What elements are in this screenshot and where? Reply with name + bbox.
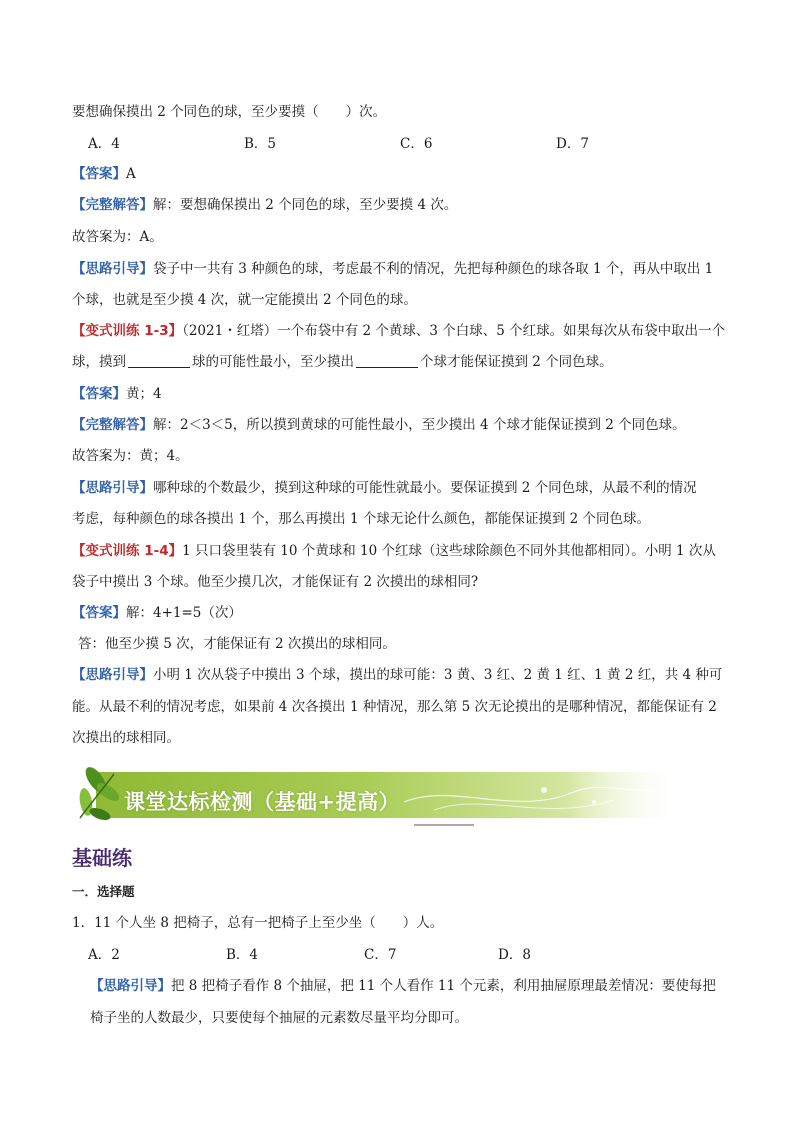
option-b: B．5 xyxy=(244,136,277,152)
option-a: A．4 xyxy=(88,136,120,152)
hint-text: 袋子中一共有 3 种颜色的球，考虑最不利的情况，先把每种颜色的球各取 1 个，再从中取出 1 xyxy=(153,261,714,277)
hint-line xyxy=(72,478,697,498)
solution-text: 解：2＜3＜5，所以摸到黄球的可能性最小，至少摸出 4 个球才能保证摸到 2 个同色球。 xyxy=(153,417,686,433)
variant-tag: 【变式训练 1-4】 xyxy=(72,543,183,559)
solution-tag: 【完整解答】 xyxy=(72,197,153,213)
hint-tag: 【思路引导】 xyxy=(72,667,153,683)
section-heading: 基础练 xyxy=(72,846,132,870)
answer-line xyxy=(72,164,136,184)
solution-line xyxy=(72,415,686,435)
option-c: C．7 xyxy=(364,947,397,963)
banner-title: 课堂达标检测（基础+提高） xyxy=(124,790,401,814)
answer-value: A xyxy=(126,166,136,182)
subheading: 一．选择题 xyxy=(72,884,135,899)
option-a: A．2 xyxy=(88,947,120,963)
conclusion-line: 故答案为：A。 xyxy=(72,229,163,245)
hint-tag: 【思路引导】 xyxy=(72,480,153,496)
hint-line-continued: 个球，也就是至少摸 4 次，就一定能摸出 2 个同色的球。 xyxy=(72,292,417,308)
variant-1-3-question-continued xyxy=(72,352,613,372)
hint-line-continued: 椅子坐的人数最少，只要使每个抽屉的元素数尽量平均分即可。 xyxy=(90,1010,468,1026)
option-d: D．7 xyxy=(556,136,589,152)
hint-line xyxy=(72,259,713,279)
hint-line-continued: 次摸出的球相同。 xyxy=(72,730,180,746)
fill-blank[interactable] xyxy=(356,353,418,368)
question-text: 要想确保摸出 2 个同色的球，至少要摸（ ）次。 xyxy=(72,104,387,120)
conclusion-line: 故答案为：黄；4。 xyxy=(72,448,189,464)
solution-tag: 【完整解答】 xyxy=(72,417,153,433)
hint-text: 哪种球的个数最少，摸到这种球的可能性就最小。要保证摸到 2 个同色球，从最不利的情况 xyxy=(153,480,697,496)
answer-tag: 【答案】 xyxy=(72,605,126,621)
text-fragment: 球，摸到 xyxy=(72,354,126,370)
option-b: B．4 xyxy=(226,947,259,963)
hint-line xyxy=(72,665,722,685)
answer-line xyxy=(72,384,162,404)
answer-tag: 【答案】 xyxy=(72,386,126,402)
variant-text: （2021・红塔）一个布袋中有 2 个黄球、3 个白球、5 个红球。如果每次从布袋中取出一个 xyxy=(182,323,726,339)
hint-line xyxy=(90,976,716,996)
answer-value: 解：4+1=5（次） xyxy=(126,605,242,621)
hint-text: 小明 1 次从袋子中摸出 3 个球，摸出的球可能：3 黄、3 红、2 黄 1 红、1 黄 2 红，共 4 种可 xyxy=(153,667,723,683)
answer-value: 黄；4 xyxy=(126,386,162,402)
variant-1-3-question xyxy=(72,321,725,341)
variant-text: 1 只口袋里装有 10 个黄球和 10 个红球（这些球除颜色不同外其他都相同）。小明 1 次从 xyxy=(182,543,716,559)
solution-text: 解：要想确保摸出 2 个同色的球，至少要摸 4 次。 xyxy=(153,197,458,213)
answer-line xyxy=(72,603,242,623)
text-fragment: 个球才能保证摸到 2 个同色球。 xyxy=(420,354,613,370)
hint-tag: 【思路引导】 xyxy=(90,978,171,994)
option-d: D．8 xyxy=(498,947,531,963)
question-text: 1．11 个人坐 8 把椅子，总有一把椅子上至少坐（ ）人。 xyxy=(72,915,444,931)
text-fragment: 球的可能性最小，至少摸出 xyxy=(192,354,354,370)
hint-tag: 【思路引导】 xyxy=(72,261,153,277)
hint-text: 把 8 把椅子看作 8 个抽屉，把 11 个人看作 11 个元素，利用抽屉原理最差情况：要使每把 xyxy=(171,978,716,994)
fill-blank[interactable] xyxy=(128,353,190,368)
solution-line xyxy=(72,195,457,215)
hint-line-continued: 能。从最不利的情况考虑，如果前 4 次各摸出 1 种情况，那么第 5 次无论摸出的是哪种情况，都能保证有 2 xyxy=(72,699,717,715)
reply-line: 答：他至少摸 5 次，才能保证有 2 次摸出的球相同。 xyxy=(78,636,396,652)
hint-line-continued: 考虑，每种颜色的球各摸出 1 个，那么再摸出 1 个球无论什么颜色，都能保证摸到 2 个同色球。 xyxy=(72,511,651,527)
variant-1-4-question-continued: 袋子中摸出 3 个球。他至少摸几次，才能保证有 2 次摸出的球相同? xyxy=(72,574,479,590)
variant-tag: 【变式训练 1-3】 xyxy=(72,323,183,339)
answer-tag: 【答案】 xyxy=(72,166,126,182)
variant-1-4-question xyxy=(72,541,716,561)
option-c: C．6 xyxy=(400,136,433,152)
